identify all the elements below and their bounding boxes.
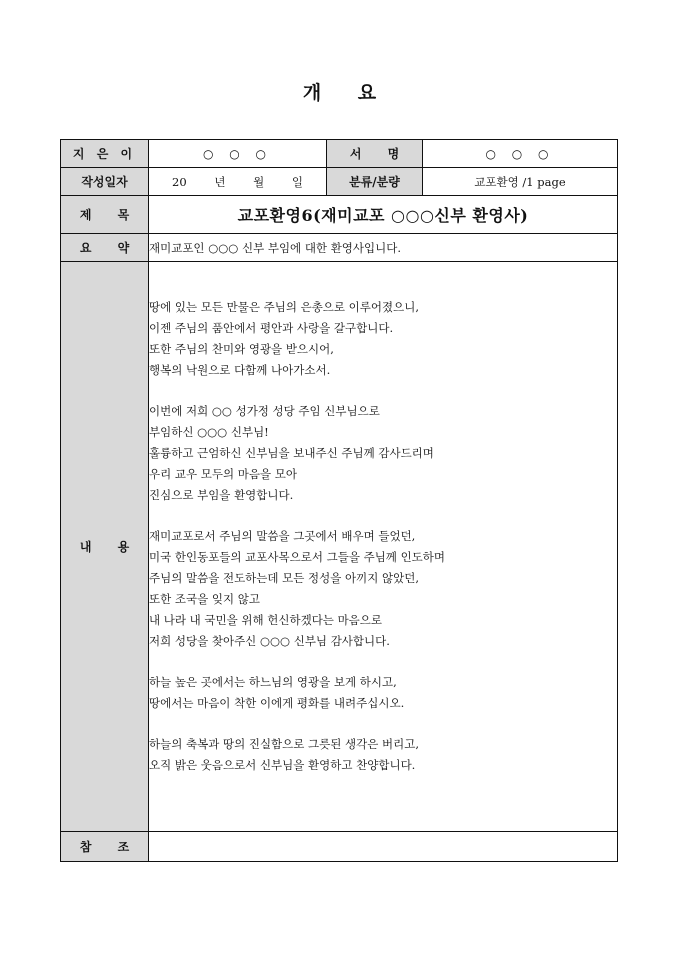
content-paragraph xyxy=(149,297,617,381)
content-line: 또한 조국을 잊지 않고 xyxy=(149,592,260,606)
author-row xyxy=(61,140,618,168)
category-label: 분류/분량 xyxy=(327,168,423,196)
content-paragraph xyxy=(149,401,617,506)
content-line: 미국 한인동포들의 교포사목으로서 그들을 주님께 인도하며 xyxy=(149,550,445,564)
content-line: 오직 밝은 웃음으로서 신부님을 환영하고 찬양합니다. xyxy=(149,758,416,772)
content-paragraph xyxy=(149,734,617,776)
content-line: 주님의 말씀을 전도하는데 모든 정성을 아끼지 않았던, xyxy=(149,571,419,585)
content-line: 저희 성당을 찾아주신 ○○○ 신부님 감사합니다. xyxy=(149,634,390,648)
content-row xyxy=(61,262,618,832)
content-label: 내 용 xyxy=(61,262,149,832)
content-line: 땅에서는 마음이 착한 이에게 평화를 내려주십시오. xyxy=(149,696,405,710)
content-paragraph xyxy=(149,526,617,652)
content-line: 땅에 있는 모든 만물은 주님의 은총으로 이루어졌으니, xyxy=(149,300,419,314)
content-paragraph xyxy=(149,672,617,714)
subject-value: 교포환영6(재미교포 ○○○신부 환영사) xyxy=(149,196,618,234)
summary-value: 재미교포인 ○○○ 신부 부임에 대한 환영사입니다. xyxy=(149,234,618,262)
content-line: 이젠 주님의 품안에서 평안과 사랑을 갈구합니다. xyxy=(149,321,394,335)
content-line: 내 나라 내 국민을 위해 헌신하겠다는 마음으로 xyxy=(149,613,383,627)
content-line: 이번에 저희 ○○ 성가정 성당 주임 신부님으로 xyxy=(149,404,380,418)
content-line: 행복의 낙원으로 다함께 나아가소서. xyxy=(149,363,331,377)
content-line: 또한 주님의 찬미와 영광을 받으시어, xyxy=(149,342,334,356)
summary-form-table xyxy=(60,139,618,862)
category-value: 교포환영 /1 page xyxy=(423,168,618,196)
summary-label: 요 약 xyxy=(61,234,149,262)
subject-row xyxy=(61,196,618,234)
content-line: 부임하신 ○○○ 신부님! xyxy=(149,425,269,439)
content-line: 하늘의 축복과 땅의 진실함으로 그릇된 생각은 버리고, xyxy=(149,737,419,751)
reference-value xyxy=(149,832,618,862)
author-value: ○ ○ ○ xyxy=(149,140,327,168)
date-label: 작성일자 xyxy=(61,168,149,196)
content-line: 재미교포로서 주님의 말씀을 그곳에서 배우며 들었던, xyxy=(149,529,416,543)
author-label: 지 은 이 xyxy=(61,140,149,168)
signature-label: 서 명 xyxy=(327,140,423,168)
subject-label: 제 목 xyxy=(61,196,149,234)
content-line: 우리 교우 모두의 마음을 모아 xyxy=(149,467,297,481)
date-value: 20 년 월 일 xyxy=(149,168,327,196)
content-line: 훌륭하고 근엄하신 신부님을 보내주신 주님께 감사드리며 xyxy=(149,446,434,460)
signature-value: ○ ○ ○ xyxy=(423,140,618,168)
content-line: 하늘 높은 곳에서는 하느님의 영광을 보게 하시고, xyxy=(149,675,397,689)
reference-label: 참 조 xyxy=(61,832,149,862)
content-body xyxy=(149,262,618,832)
summary-row xyxy=(61,234,618,262)
content-line: 진심으로 부임을 환영합니다. xyxy=(149,488,294,502)
reference-row xyxy=(61,832,618,862)
date-row xyxy=(61,168,618,196)
page-title: 개 요 xyxy=(302,82,378,104)
